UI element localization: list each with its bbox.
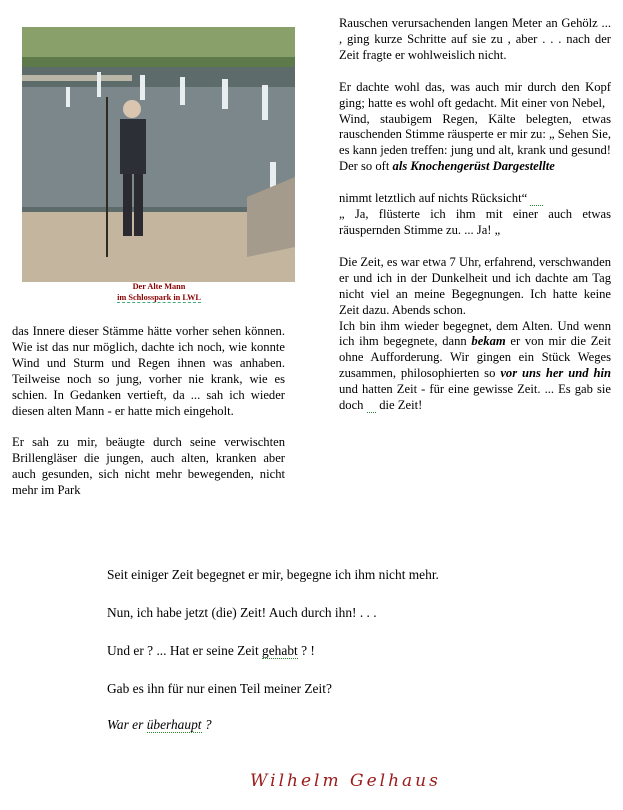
right-paragraph-3b: „ Ja, flüsterte ich ihm mit einer auch etwas räuspernden Stimme zu. ... Ja! „ bbox=[339, 207, 611, 237]
caption-line-1: Der Alte Mann bbox=[132, 282, 186, 291]
right-paragraph-2 bbox=[339, 80, 611, 175]
park-photo bbox=[22, 27, 295, 282]
closing-line-5c: ? bbox=[201, 717, 212, 732]
right-paragraph-4e: vor uns her und hin bbox=[500, 366, 611, 381]
closing-line-5a: War er bbox=[107, 717, 147, 732]
right-paragraph-4f: und hatten Zeit - für eine gewisse Zeit. ... Es gab sie doch bbox=[339, 382, 611, 413]
right-paragraph-2a: Er dachte wohl das, was auch mir durch den Kopf ging; hatte es wohl oft gedacht. Mit einer von Nebel, bbox=[339, 79, 611, 110]
park-photo-illustration bbox=[22, 27, 295, 282]
right-paragraph-4a: Die Zeit, es war etwa 7 Uhr, erfahrend, verschwanden er und ich in der Dunkelheit und ich dachte am Tag nicht viel an meine Begegnungen. Ich hatte keine Zeit dazu. Abends schon. bbox=[339, 254, 611, 317]
right-paragraph-4 bbox=[339, 255, 611, 414]
closing-line-4: Gab es ihn für nur einen Teil meiner Zeit? bbox=[107, 681, 332, 696]
right-paragraph-4b: Ich bin ihm wieder begegnet, dem Alten. Und wenn ich ihm begegnete, dann bbox=[339, 318, 611, 349]
author-signature: Wilhelm Gelhaus bbox=[250, 771, 441, 791]
photo-caption bbox=[85, 282, 233, 304]
closing-line-5 bbox=[107, 716, 212, 733]
caption-line-2-text: im Schlosspark in LWL bbox=[117, 292, 201, 302]
right-paragraph-3 bbox=[339, 191, 611, 239]
right-paragraph-4c: bekam bbox=[471, 334, 506, 349]
right-paragraph-2b: Wind, staubigem Regen, Kälte belegten, etwas rauschenden Stimme räusperte er mir zu: „ Sehen Sie, es kann jeden treffen: jung und alt, krank und gesund! Der so oft bbox=[339, 111, 611, 174]
right-paragraph-2c: als Knochengerüst Dargestellte bbox=[392, 159, 555, 174]
left-column bbox=[12, 324, 285, 515]
right-paragraph-4g: die Zeit! bbox=[379, 398, 423, 413]
right-paragraph-3a: nimmt letztlich auf nichts Rücksicht“ bbox=[339, 191, 528, 206]
right-paragraph-4d: er von mir die Zeit ohne Aufforderung. Wir gingen ein Stück Weges zusammen, philosophierten so bbox=[339, 334, 611, 381]
closing-line-3b: gehabt bbox=[262, 643, 298, 658]
closing-line-5b: überhaupt bbox=[146, 717, 202, 732]
squiggle-mark-2 bbox=[367, 398, 376, 413]
left-paragraph-1: das Innere dieser Stämme hätte vorher sehen können. Wie ist das nur möglich, dachte ich noch, wie konnte Wind und Sturm und Regen ihnen was anhaben. Teilweise noch so jung, vorher nie krank, wie es schien. In Gedanken vertieft, da ... sah ich wieder diesen alten Mann - er hatte mich eingeholt. bbox=[12, 324, 285, 418]
closing-line-3 bbox=[107, 642, 315, 659]
closing-line-3a: Und er ? ... Hat er seine Zeit bbox=[107, 643, 263, 658]
closing-line-1: Seit einiger Zeit begegnet er mir, begegne ich ihm nicht mehr. bbox=[107, 567, 439, 582]
closing-line-2: Nun, ich habe jetzt (die) Zeit! Auch durch ihn! . . . bbox=[107, 605, 377, 620]
left-paragraph-2: Er sah zu mir, beäugte durch seine verwischten Brillengläser die jungen, auch alten, kranken aber auch gesunden, sich nicht mehr bewegenden, nicht mehr im Park bbox=[12, 435, 285, 498]
right-column bbox=[339, 16, 611, 430]
caption-line-2 bbox=[85, 293, 233, 304]
closing-line-3c: ? ! bbox=[297, 643, 315, 658]
squiggle-mark-1 bbox=[530, 191, 543, 206]
right-paragraph-1: Rauschen verursachenden langen Meter an Gehölz ... , ging kurze Schritte auf sie zu , aber . . . nach der Zeit fragte er wohlweislich nicht. bbox=[339, 16, 611, 62]
